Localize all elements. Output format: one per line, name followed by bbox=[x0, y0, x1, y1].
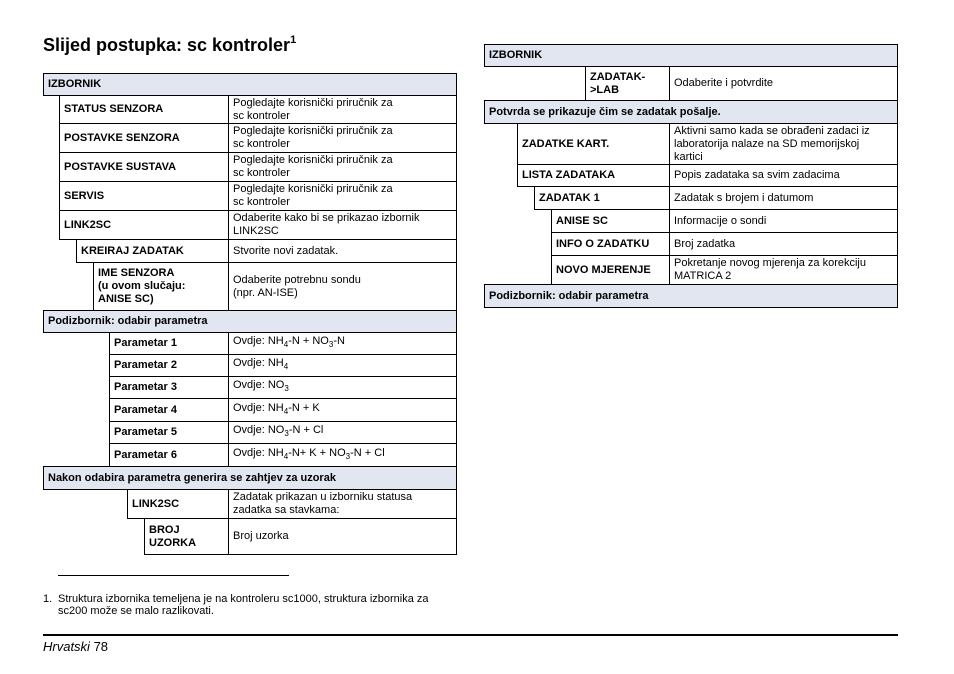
desc-line: (npr. AN-ISE) bbox=[233, 286, 298, 299]
page-title-text: Slijed postupka: sc kontroler bbox=[43, 35, 291, 55]
footnote-text bbox=[58, 593, 463, 617]
menu-item-label: LINK2SC bbox=[64, 218, 112, 231]
param-item bbox=[109, 421, 229, 444]
zadatak-lab-desc bbox=[669, 66, 898, 101]
param-label: Parametar 3 bbox=[114, 381, 177, 393]
footnote-divider bbox=[58, 575, 289, 576]
footer-rule bbox=[43, 634, 898, 636]
zadatak-lab-item bbox=[585, 66, 670, 101]
desc-line: Pokretanje novog mjerenja za korekciju bbox=[674, 257, 866, 269]
lista-zadataka-item bbox=[517, 164, 670, 187]
desc-line: Stvorite novi zadatak. bbox=[233, 244, 339, 257]
right-izbornik-label: IZBORNIK bbox=[489, 49, 543, 61]
menu-item-desc bbox=[228, 262, 457, 311]
nakon-header bbox=[43, 466, 457, 490]
desc-line: Pogledajte korisnički priručnik za bbox=[233, 183, 393, 195]
link2sc-item bbox=[127, 489, 229, 519]
desc-line: Pogledajte korisnički priručnik za bbox=[233, 96, 393, 109]
param-desc-text: Ovdje: $NH_4-N + NO_3-N$ bbox=[233, 335, 345, 350]
menu-item-ime-senzora bbox=[93, 262, 229, 311]
label-line: >LAB bbox=[590, 83, 620, 96]
param-item bbox=[109, 398, 229, 422]
menu-item-desc bbox=[228, 210, 457, 240]
desc-line: sc kontroler bbox=[233, 196, 290, 208]
footnote-number: 1. bbox=[43, 593, 53, 605]
potvrda-header bbox=[484, 100, 898, 124]
desc-line: Zadatak prikazan u izborniku statusa bbox=[233, 491, 413, 503]
page-footer bbox=[43, 639, 108, 654]
param-desc bbox=[228, 354, 457, 377]
param-desc bbox=[228, 332, 457, 355]
label-line: (u ovom slučaju: bbox=[98, 280, 186, 292]
desc-line: Informacije o sondi bbox=[674, 214, 767, 227]
podizbornik-label: Podizbornik: odabir parametra bbox=[48, 315, 208, 327]
desc-line: Broj zadatka bbox=[674, 237, 736, 250]
label-line: IME SENZORA bbox=[98, 267, 175, 279]
broj-uzorka-desc bbox=[228, 518, 457, 555]
nakon-label: Nakon odabira parametra generira se zahtjev za uzorak bbox=[48, 471, 336, 484]
novo-mjerenje-item bbox=[551, 255, 670, 285]
page-number: 78 bbox=[93, 639, 109, 654]
param-item bbox=[109, 443, 229, 467]
label-line: INFO O ZADATKU bbox=[556, 237, 650, 250]
param-desc-text: Ovdje: $NH_4-N + K$ bbox=[233, 401, 320, 417]
label-line: ANISE SC bbox=[556, 214, 608, 227]
right-podizbornik-header bbox=[484, 284, 898, 308]
anise-sc-desc bbox=[669, 209, 898, 233]
param-desc-text: Ovdje: $NO_3-N + Cl$ bbox=[233, 424, 324, 439]
zadatak-1-item bbox=[534, 186, 670, 210]
label-line: ZADATAK- bbox=[590, 70, 646, 83]
desc-line: Pogledajte korisnički priručnik za bbox=[233, 154, 393, 166]
menu-item-label: POSTAVKE SENZORA bbox=[64, 131, 180, 144]
left-izbornik-label: IZBORNIK bbox=[48, 78, 102, 90]
menu-item-desc bbox=[228, 123, 457, 153]
menu-item-desc bbox=[228, 181, 457, 211]
param-label: Parametar 4 bbox=[114, 403, 177, 416]
novo-mjerenje-desc bbox=[669, 255, 898, 285]
page-title bbox=[43, 34, 296, 56]
menu-item-link2sc bbox=[59, 210, 229, 240]
param-desc bbox=[228, 421, 457, 444]
param-label: Parametar 6 bbox=[114, 448, 177, 461]
desc-line: laboratorija nalaze na SD memorijskoj bbox=[674, 137, 860, 150]
desc-line: Zadatak s brojem i datumom bbox=[674, 191, 814, 204]
desc-line: Broj uzorka bbox=[233, 530, 289, 542]
label-line: ZADATKE KART. bbox=[522, 137, 610, 150]
param-label: Parametar 1 bbox=[114, 337, 177, 349]
info-o-zadatku-item bbox=[551, 232, 670, 256]
link2sc-label: LINK2SC bbox=[132, 497, 180, 510]
param-item bbox=[109, 354, 229, 377]
info-o-zadatku-desc bbox=[669, 232, 898, 256]
desc-line: Odaberite kako bi se prikazao izbornik bbox=[233, 212, 420, 224]
potvrda-label: Potvrda se prikazuje čim se zadatak pošalje. bbox=[489, 105, 721, 118]
label-line: NOVO MJERENJE bbox=[556, 263, 651, 276]
right-izbornik-header bbox=[484, 44, 898, 67]
param-desc bbox=[228, 443, 457, 467]
menu-item-label: STATUS SENZORA bbox=[64, 103, 164, 115]
anise-sc-item bbox=[551, 209, 670, 233]
footer-language: Hrvatski bbox=[43, 639, 90, 654]
param-item bbox=[109, 376, 229, 399]
desc-line: sc kontroler bbox=[233, 138, 290, 150]
footnote-marker: 1 bbox=[290, 34, 297, 46]
lista-zadataka-desc bbox=[669, 164, 898, 187]
param-desc-text: Ovdje: $NH_4-N+ K + NO_3-N + Cl$ bbox=[233, 446, 385, 462]
param-desc-text: Ovdje: $NO_3$ bbox=[233, 379, 289, 394]
menu-item-desc bbox=[228, 239, 457, 263]
param-label: Parametar 2 bbox=[114, 359, 177, 371]
menu-item-desc bbox=[228, 152, 457, 182]
menu-item-label: POSTAVKE SUSTAVA bbox=[64, 160, 177, 173]
desc-line: Aktivni samo kada se obrađeni zadaci iz bbox=[674, 124, 870, 137]
desc-line: Odaberite potrebnu sondu bbox=[233, 273, 361, 286]
param-desc-text: Ovdje: $NH_4$ bbox=[233, 357, 289, 372]
menu-item-servis bbox=[59, 181, 229, 211]
label-line: ZADATAK 1 bbox=[539, 191, 600, 204]
param-desc bbox=[228, 376, 457, 399]
menu-item-status-senzora bbox=[59, 95, 229, 124]
desc-line: LINK2SC bbox=[233, 225, 279, 237]
label-line: BROJ bbox=[149, 523, 180, 536]
menu-item-kreiraj-zadatak bbox=[76, 239, 229, 263]
desc-line: sc kontroler bbox=[233, 109, 290, 122]
podizbornik-label: Podizbornik: odabir parametra bbox=[489, 289, 649, 302]
footnote-line: Struktura izbornika temeljena je na kontroleru sc1000, struktura izbornika za bbox=[58, 593, 429, 605]
desc-line: Popis zadataka sa svim zadacima bbox=[674, 169, 840, 181]
label-line: ANISE SC) bbox=[98, 293, 154, 305]
zadatak-1-desc bbox=[669, 186, 898, 210]
menu-item-label: SERVIS bbox=[64, 189, 105, 202]
desc-line: sc kontroler bbox=[233, 167, 290, 179]
link2sc-desc bbox=[228, 489, 457, 519]
param-desc bbox=[228, 398, 457, 422]
desc-line: Pogledajte korisnički priručnik za bbox=[233, 125, 393, 137]
left-izbornik-header bbox=[43, 73, 457, 96]
desc-line: MATRICA 2 bbox=[674, 270, 732, 282]
footnote-line: sc200 može se malo razlikovati. bbox=[58, 605, 214, 617]
param-item bbox=[109, 332, 229, 355]
left-podizbornik-header bbox=[43, 310, 457, 333]
label-line: LISTA ZADATAKA bbox=[522, 169, 616, 181]
desc-line: kartici bbox=[674, 150, 703, 163]
label-line: UZORKA bbox=[149, 536, 197, 549]
zadatke-kart-item bbox=[517, 123, 670, 165]
menu-item-label: KREIRAJ ZADATAK bbox=[81, 244, 184, 257]
menu-item-desc bbox=[228, 95, 457, 124]
broj-uzorka-item bbox=[144, 518, 229, 555]
param-label: Parametar 5 bbox=[114, 426, 177, 438]
footnote bbox=[43, 593, 463, 617]
menu-item-postavke-sustava bbox=[59, 152, 229, 182]
desc-line: zadatka sa stavkama: bbox=[233, 504, 340, 516]
menu-item-postavke-senzora bbox=[59, 123, 229, 153]
zadatke-kart-desc bbox=[669, 123, 898, 165]
desc-line: Odaberite i potvrdite bbox=[674, 77, 774, 89]
